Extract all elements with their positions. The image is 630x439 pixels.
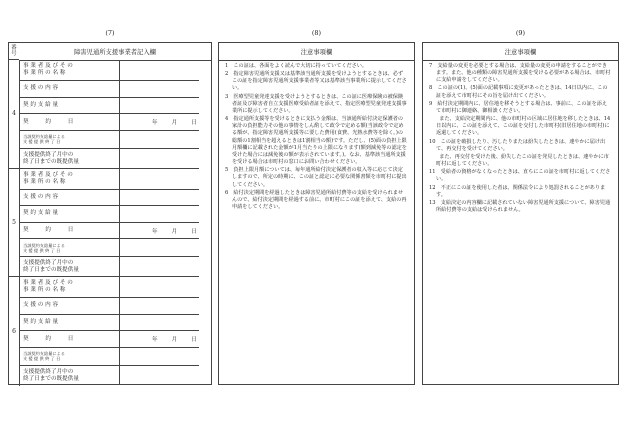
row-value-field[interactable] [120, 169, 199, 189]
note-item: 4 指定通所支援等を受けるときに支払う金額は、当該通所給付決定保護者の家計の負担能力その他の事情をしん酌して政令で定める額(当該政令で定める額が、指定障害児通所支援等に要した費用(食費、光熱水費等を除く。)の総額の1割相当を超えるときは1割相当の額)です。ただし、(5)面の負担上限月額欄に記載された金額が1月当たりの上限になります(額到減免等の認定を受けた場合には減免後の額が表示されています。)。なお、基準該当通所支援を受ける場合は市町村の窓口にお問い合わせください。 [225, 116, 407, 166]
row-label-line: 支 援 の 内 容 [23, 85, 59, 92]
row-label-line: 終了日までの既提供量 [23, 158, 79, 165]
row-label [19, 206, 120, 222]
row-value-field[interactable] [120, 190, 199, 206]
date-unit-day: 日 [191, 228, 197, 235]
row-label-line: 事 業 所 の 名 称 [23, 178, 66, 185]
row-label [19, 315, 120, 331]
row-value-field[interactable] [120, 223, 199, 239]
row-label-line: 支援提供終了月中の [23, 151, 74, 158]
date-unit-day: 日 [191, 120, 197, 127]
record-row-contract-amount [19, 206, 199, 223]
row-label [19, 81, 120, 97]
row-label [19, 331, 120, 347]
note-item: 12 不正にこの証を使用した者は、関係法令により処罰されることがあります。 [429, 184, 606, 198]
row-value-field[interactable] [120, 149, 199, 169]
record-groups [9, 60, 211, 384]
row-label-line: 契 約 日 [23, 335, 74, 342]
record-row-per-contract [19, 348, 199, 366]
date-unit-month: 月 [171, 228, 178, 235]
notes-list [225, 63, 408, 212]
note-item: また、支給決定期間内に、他の市町村の区域に居住地を移したときは、14日以内に、この証を添えて、この証を交付した市町村(旧居住地の市町村)に返還してください。 [429, 116, 611, 137]
row-label-line: 契 約 支 給 量 [23, 318, 59, 325]
group-number: 5 [12, 218, 16, 226]
record-row-support-content [19, 81, 199, 98]
row-label-line: 支 援 提 供 終 了 日 [23, 139, 61, 145]
row-label [19, 239, 120, 256]
row-label-line: 契 約 支 給 量 [23, 210, 59, 217]
row-label-line: 契 約 支 給 量 [23, 101, 59, 108]
row-label-line: 事 業 所 の 名 称 [23, 70, 66, 77]
row-value-field[interactable] [120, 315, 199, 331]
row-label [19, 277, 120, 297]
record-row-end-amount [19, 366, 199, 386]
row-value-field[interactable] [120, 257, 199, 277]
table-title: 障害児通所支援事業者記入欄 [19, 43, 211, 61]
row-label-line: 支援提供終了月中の [23, 260, 74, 267]
row-label-line: 支 援 提 供 終 了 日 [23, 356, 61, 362]
note-item: 13 支給決定の内容欄に記載されていない障害児通所支援について、障害児通所給付費等の支給は受けられません。 [429, 199, 611, 213]
record-row-contract-amount [19, 315, 199, 332]
row-label [19, 223, 120, 239]
row-value-field[interactable] [120, 277, 199, 297]
date-unit-month: 月 [171, 120, 178, 127]
row-value-field[interactable] [120, 60, 199, 80]
row-label-line: 事 業 者 及 び そ の [23, 63, 73, 70]
date-unit-year: 年 [152, 120, 158, 127]
row-value-field[interactable] [120, 114, 199, 130]
row-label-line: 事 業 所 の 名 称 [23, 287, 66, 294]
row-label-line: 終了日までの既提供量 [23, 267, 79, 274]
record-row-contract-date [19, 223, 199, 240]
row-label [19, 298, 120, 314]
row-label [19, 149, 120, 169]
record-row-business-name [19, 60, 199, 81]
row-label [19, 366, 120, 386]
record-row-contract-date [19, 114, 199, 131]
notes-list [429, 63, 612, 215]
note-item: 9 給付決定期間内に、居住地を移そうとする場合は、事前に、この証を添えて市町村に御連絡、御相談ください。 [429, 100, 608, 114]
date-unit-year: 年 [152, 228, 158, 235]
row-label-line: 当該契約支給量による [23, 134, 65, 140]
row-label-line: 支援提供終了月中の [23, 368, 74, 375]
row-label [19, 190, 120, 206]
row-label-line: 契 約 日 [23, 118, 74, 125]
record-row-per-contract [19, 239, 199, 257]
note-item: 7 支給量の変更を必要とする場合は、支給量の変更の申請をすることができます。また、他の種類の障害児通所支援を受ける必要がある場合は、市町村に支給申請をしてください。 [429, 63, 611, 84]
record-row-support-content [19, 190, 199, 207]
row-value-field[interactable] [120, 348, 199, 365]
note-item: 5 負担上限月額については、毎年通所給付決定保護者の収入等に応じて決定しますので、所定の時期に、この証と認定に必要な関係書類を市町村に提出してください。 [225, 167, 407, 188]
note-item: 10 この証を破損したり、汚したりまたは紛失したときは、速やかに届け出て、再交付を受けてください。 [429, 138, 606, 152]
row-label [19, 98, 120, 114]
page-number: (7) [105, 29, 115, 37]
row-label-line: 支 援 の 内 容 [23, 193, 59, 200]
note-item: また、再交付を受けた後、紛失したこの証を発見したときは、速やかに市町村に返してください。 [429, 153, 609, 168]
row-label-line: 当該契約支給量による [23, 242, 65, 248]
row-value-field[interactable] [120, 206, 199, 222]
row-value-field[interactable] [120, 298, 199, 314]
note-item: 1 この証は、各面をよく読んで大切に持っていてください。 [225, 63, 368, 69]
note-item: 3 医療型児童発達支援を受けようとするときは、この証に医療保険の被保険者証及び障害者自立支援医療受給者証を添えて、指定医療型児童発達支援事業所に提示してください。 [225, 93, 407, 114]
record-row-business-name [19, 169, 199, 190]
record-row-business-name [19, 277, 199, 298]
row-label-line: 支 援 の 内 容 [23, 302, 59, 309]
row-label [19, 114, 120, 130]
date-unit-month: 月 [171, 337, 178, 344]
notes-panel-9 [422, 42, 619, 385]
date-unit-day: 日 [191, 337, 197, 344]
record-row-end-amount [19, 257, 199, 277]
row-label [19, 131, 120, 148]
row-label-line: 契 約 日 [23, 227, 74, 234]
record-row-contract-date [19, 331, 199, 348]
note-item: 2 指定障害児通所支援又は基準該当通所支援を受けようとするときは、必ずこの証を指定障害児通所支援事業者等又は基準該当事業所に提示してください。 [225, 71, 407, 92]
notes-panel-8 [218, 42, 415, 385]
row-value-field[interactable] [120, 131, 199, 148]
row-label-line: 事 業 者 及 び そ の [23, 280, 73, 287]
row-label [19, 60, 120, 80]
record-group [9, 277, 199, 386]
row-value-field[interactable] [120, 239, 199, 256]
notes-title: 注意事項欄 [219, 43, 414, 61]
provider-record-table [8, 42, 212, 385]
row-value-field[interactable] [120, 366, 199, 386]
row-label [19, 257, 120, 277]
record-row-per-contract [19, 131, 199, 149]
date-unit-year: 年 [152, 337, 158, 344]
row-label-line: 終了日までの既提供量 [23, 375, 79, 382]
row-label-line: 事 業 者 及 び そ の [23, 171, 73, 178]
page-number: (9) [515, 29, 526, 37]
row-value-field[interactable] [120, 81, 199, 97]
notes-title: 注意事項欄 [423, 43, 618, 61]
record-row-contract-amount [19, 98, 199, 115]
note-item: 11 受給者の資格がなくなったときは、直ちにこの証を市町村に返してください。 [429, 169, 611, 183]
record-row-end-amount [19, 149, 199, 169]
page-number: (8) [311, 29, 322, 37]
record-group [9, 60, 199, 169]
number-header: 番号 [9, 43, 19, 60]
group-number: 4 [12, 110, 16, 118]
record-row-support-content [19, 298, 199, 315]
row-value-field[interactable] [120, 98, 199, 114]
record-group [9, 169, 199, 278]
row-label-line: 支 援 提 供 終 了 日 [23, 247, 61, 253]
note-item: 6 給付決定期間を経過したときは障害児通所給付費等の支給を受けられませんので、給付決定期間を経過する前に、市町村にこの証を添えて、支給の再申請をしてください。 [225, 189, 407, 210]
row-label-line: 当該契約支給量による [23, 351, 65, 357]
row-value-field[interactable] [120, 331, 199, 347]
note-item: 8 この証の(1)、(5)面の記載事項に変更があったときは、14日以内に、この証を添えて市町村にその旨を届け出てください。 [429, 85, 608, 99]
row-label [19, 169, 120, 189]
row-label [19, 348, 120, 365]
group-number: 6 [12, 327, 16, 335]
